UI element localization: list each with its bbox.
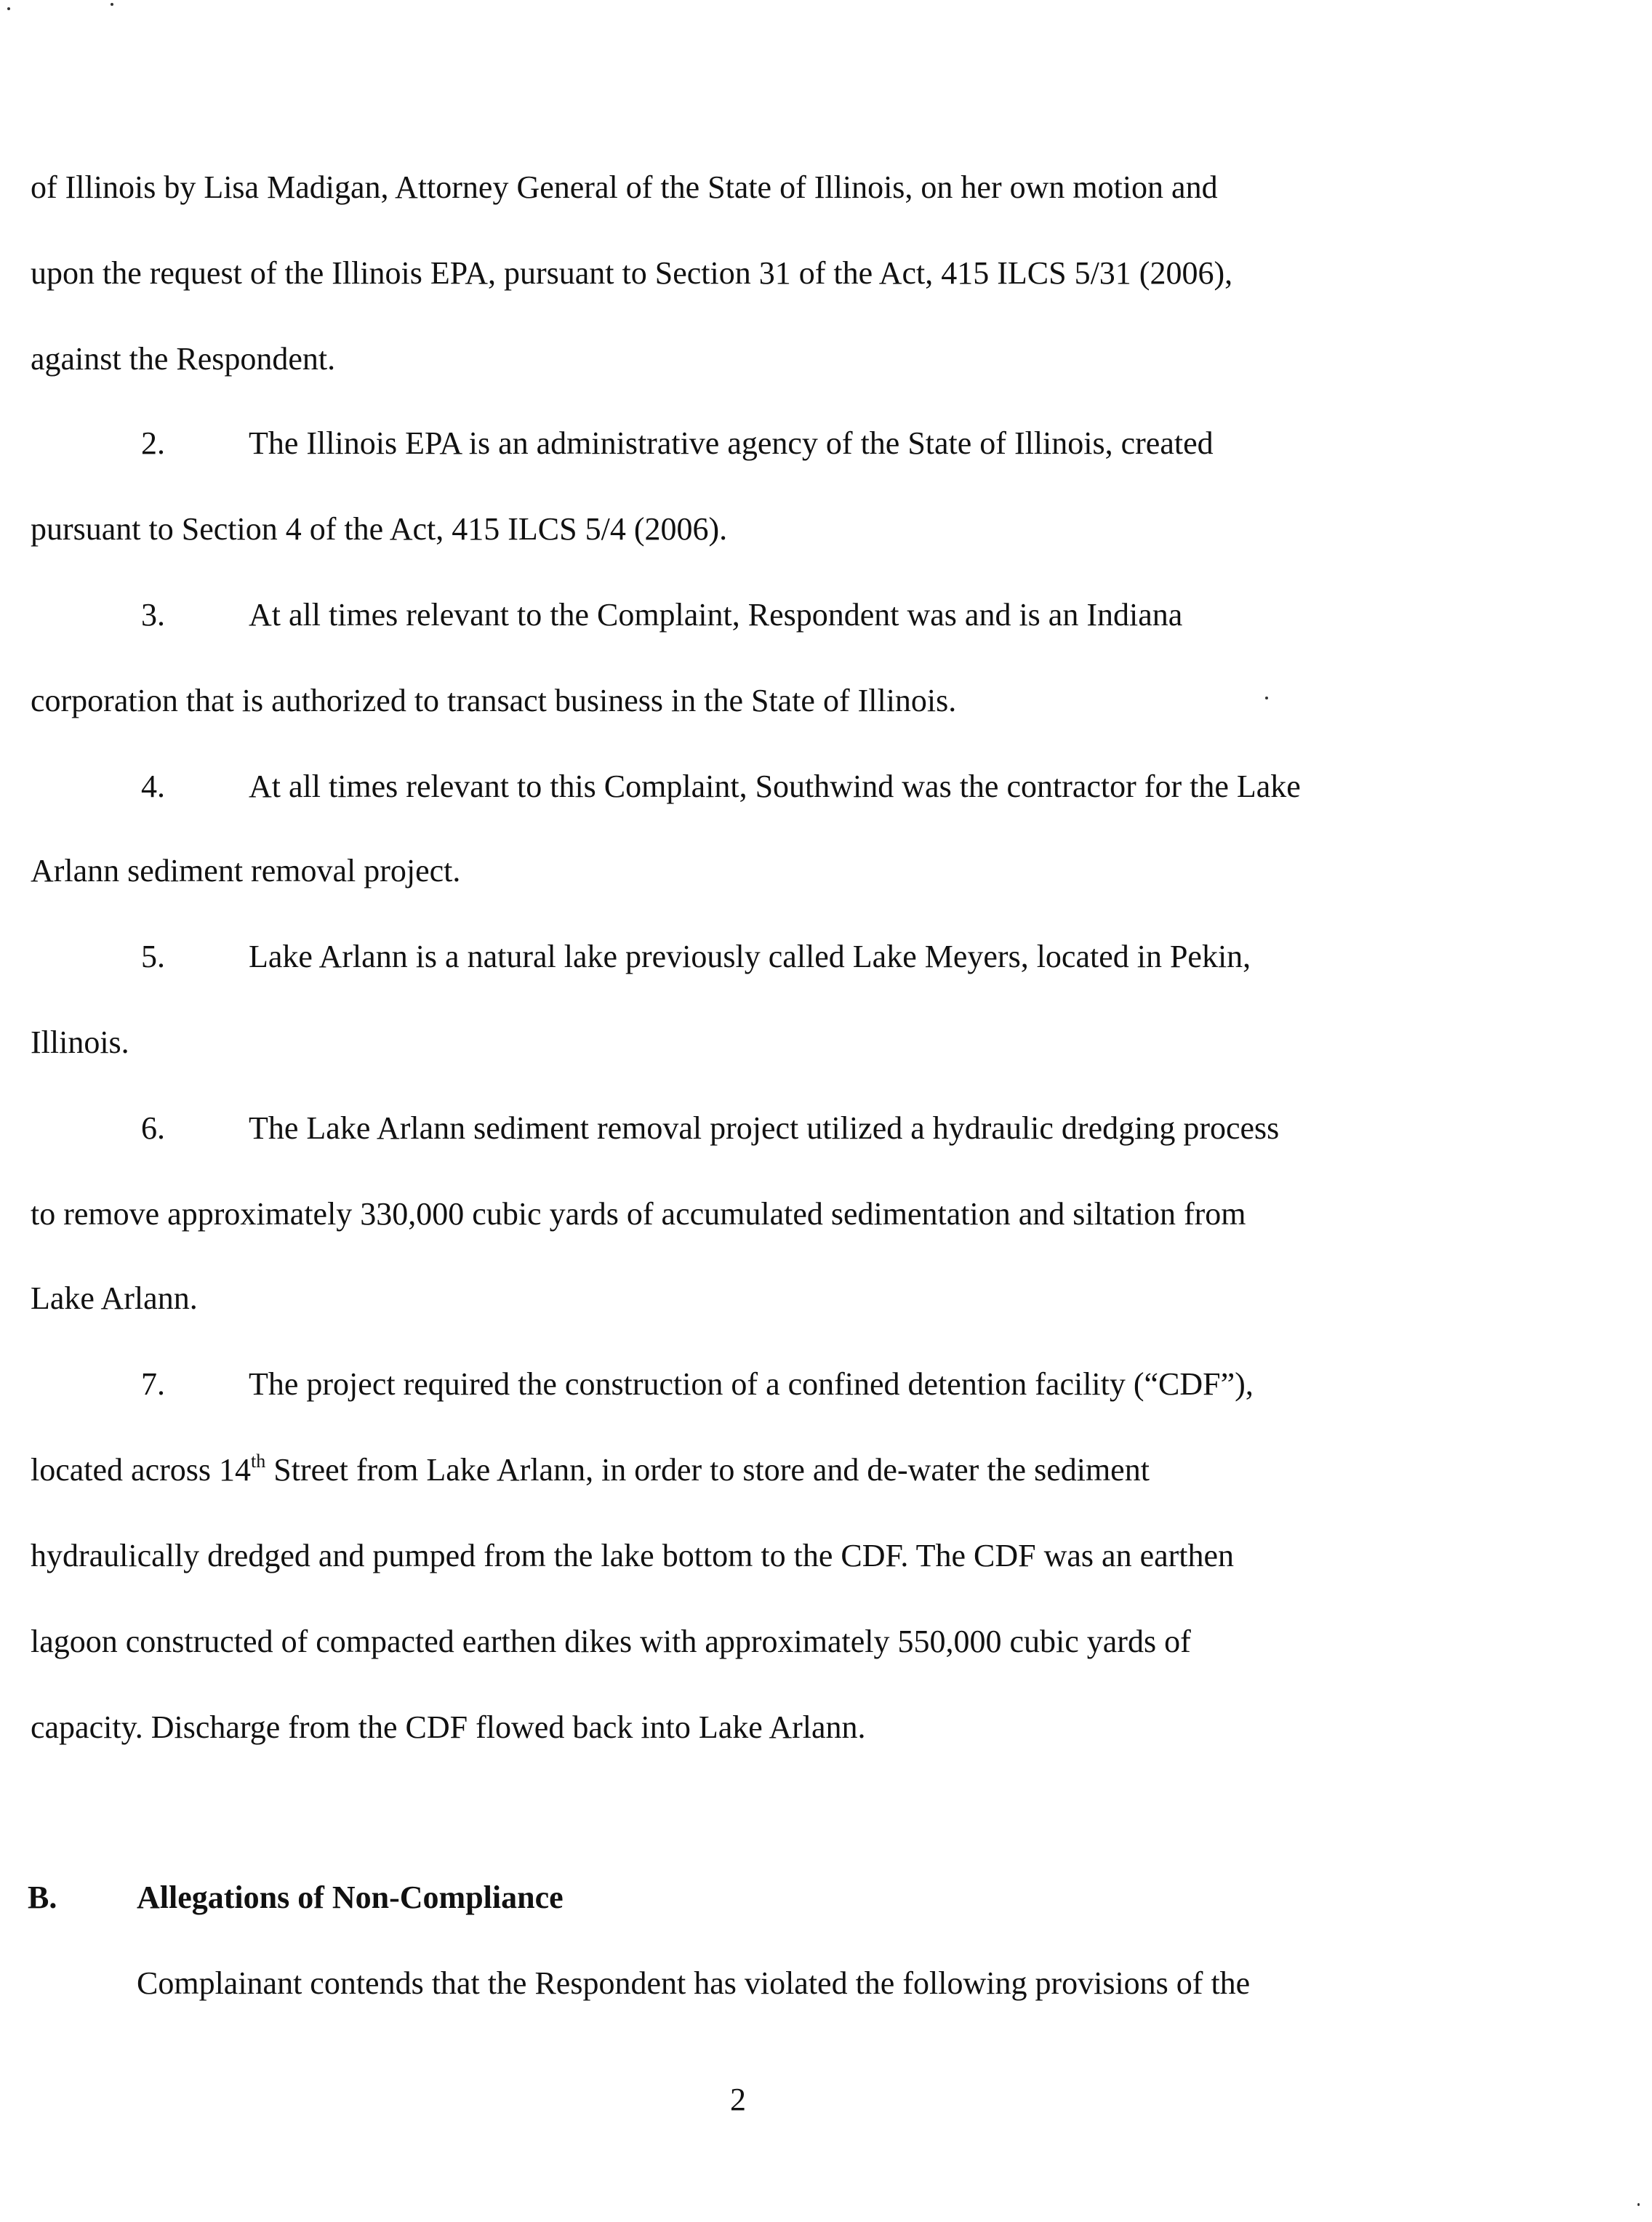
paragraph-number: 3. — [141, 597, 165, 633]
body-line: Arlann sediment removal project. — [31, 853, 461, 889]
body-line: Illinois. — [31, 1024, 129, 1060]
paragraph-number: 4. — [141, 769, 165, 804]
body-line — [31, 1450, 1150, 1491]
section-heading: Allegations of Non-Compliance — [137, 1880, 564, 1915]
body-line: Lake Arlann. — [31, 1280, 198, 1316]
scan-speck — [111, 3, 113, 6]
body-line: upon the request of the Illinois EPA, pursuant to Section 31 of the Act, 415 ILCS 5/31 (2006), — [31, 255, 1233, 291]
body-line: corporation that is authorized to transact business in the State of Illinois. — [31, 683, 957, 718]
body-line: to remove approximately 330,000 cubic yards of accumulated sedimentation and siltation from — [31, 1196, 1246, 1232]
scan-speck — [7, 7, 10, 10]
paragraph-first-line: At all times relevant to the Complaint, Respondent was and is an Indiana — [249, 597, 1183, 633]
page-number: 2 — [730, 2082, 746, 2117]
scan-speck — [1265, 697, 1268, 699]
paragraph-first-line: The Illinois EPA is an administrative agency of the State of Illinois, created — [249, 425, 1214, 461]
body-line: against the Respondent. — [31, 341, 336, 377]
body-line: pursuant to Section 4 of the Act, 415 ILCS 5/4 (2006). — [31, 511, 728, 547]
paragraph-first-line: Lake Arlann is a natural lake previously called Lake Meyers, located in Pekin, — [249, 939, 1251, 974]
text-run: located across 14 — [31, 1452, 251, 1488]
body-line: lagoon constructed of compacted earthen dikes with approximately 550,000 cubic yards of — [31, 1624, 1191, 1659]
scan-speck — [1637, 2203, 1640, 2206]
body-line: of Illinois by Lisa Madigan, Attorney General of the State of Illinois, on her own motion and — [31, 169, 1218, 205]
paragraph-number: 5. — [141, 939, 165, 974]
body-line: capacity. Discharge from the CDF flowed back into Lake Arlann. — [31, 1709, 866, 1745]
paragraph-number: 7. — [141, 1366, 165, 1402]
paragraph-first-line: The Lake Arlann sediment removal project utilized a hydraulic dredging process — [249, 1110, 1280, 1146]
body-line: hydraulically dredged and pumped from the lake bottom to the CDF. The CDF was an earthen — [31, 1538, 1235, 1573]
paragraph-first-line: The project required the construction of a confined detention facility (“CDF”), — [249, 1366, 1254, 1402]
body-line: Complainant contends that the Respondent has violated the following provisions of the — [137, 1965, 1251, 2001]
section-letter: B. — [28, 1880, 57, 1915]
paragraph-first-line: At all times relevant to this Complaint, Southwind was the contractor for the Lake — [249, 769, 1301, 804]
superscript: th — [251, 1451, 266, 1472]
text-run: Street from Lake Arlann, in order to store and de-water the sediment — [265, 1452, 1150, 1488]
paragraph-number: 2. — [141, 425, 165, 461]
paragraph-number: 6. — [141, 1110, 165, 1146]
